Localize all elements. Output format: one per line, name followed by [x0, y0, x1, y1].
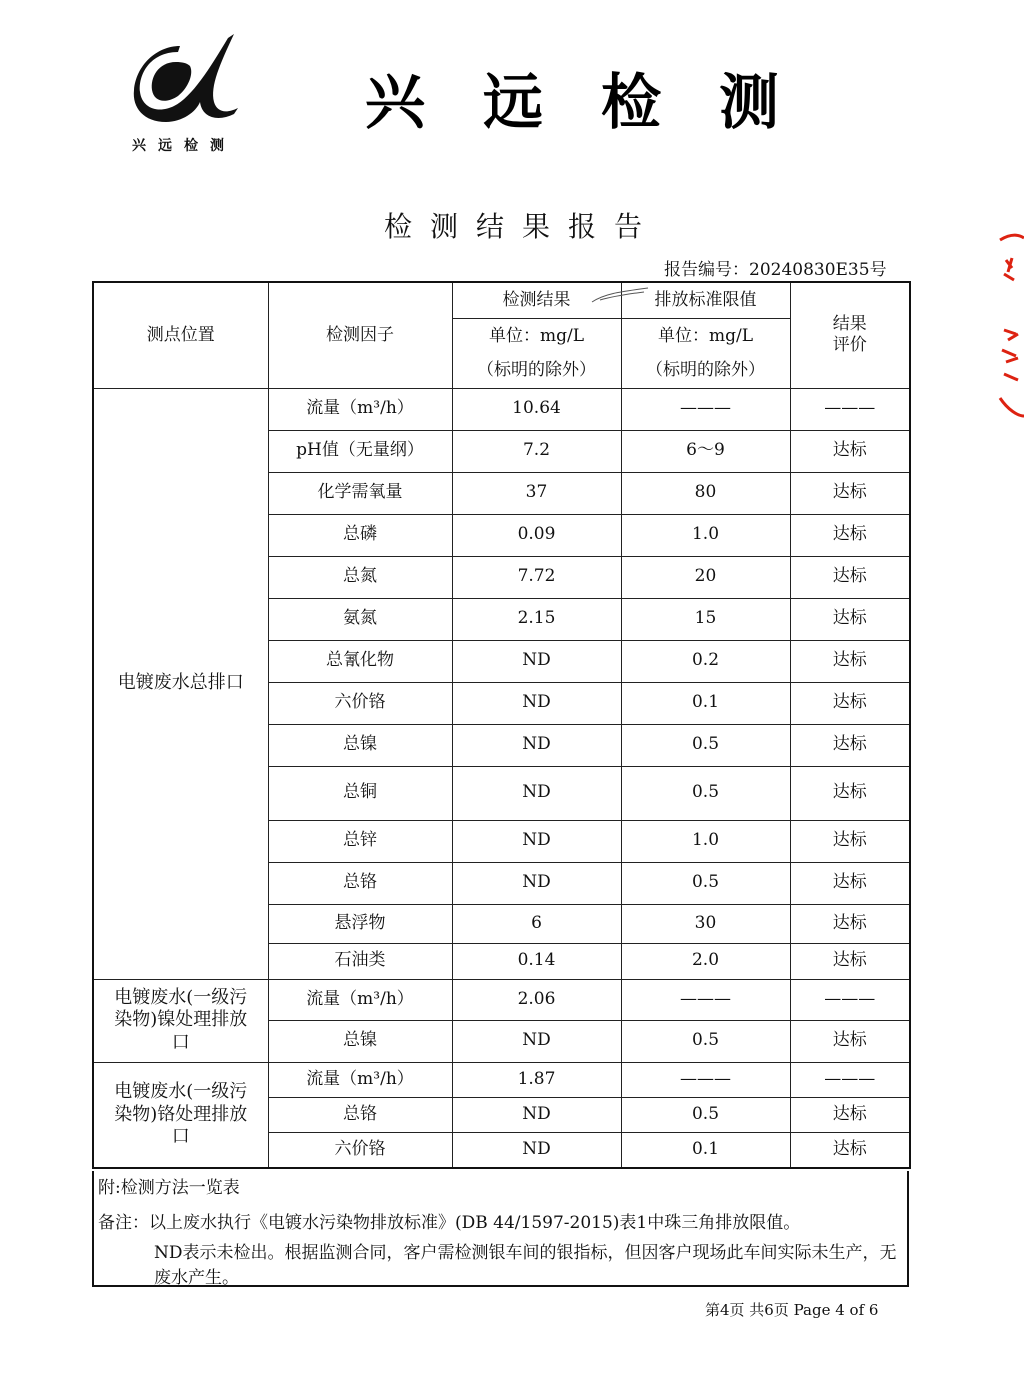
factor-cell: 总镍 — [268, 724, 452, 766]
result-cell: 1.87 — [452, 1062, 621, 1097]
result-unit-text: 单位：mg/L — [488, 326, 585, 346]
limit-cell: 0.1 — [621, 1132, 790, 1168]
evaluation-cell: 达标 — [790, 820, 910, 862]
evaluation-cell: 达标 — [790, 472, 910, 514]
header-result-title: 检测结果 — [452, 282, 621, 318]
evaluation-cell: 达标 — [790, 1020, 910, 1062]
location-cell: 电镀废水总排口 — [93, 388, 268, 979]
factor-cell: 总锌 — [268, 820, 452, 862]
limit-cell: 2.0 — [621, 943, 790, 979]
factor-cell: 流量（m³/h） — [268, 979, 452, 1020]
limit-cell: ——— — [621, 1062, 790, 1097]
limit-cell: 0.5 — [621, 724, 790, 766]
limit-cell: 0.1 — [621, 682, 790, 724]
limit-cell: 15 — [621, 598, 790, 640]
limit-cell: 0.5 — [621, 1097, 790, 1132]
remarks-line-2: ND表示未检出。根据监测合同，客户需检测银车间的银指标，但因客户现场此车间实际未生产，无废水产生。 — [154, 1243, 897, 1288]
limit-unit-note: （标明的除外） — [646, 360, 765, 380]
table-row — [93, 1062, 910, 1097]
logo-caption: 兴远检测 — [132, 138, 236, 154]
factor-cell: pH值（无量纲） — [268, 430, 452, 472]
document-title: 检测结果报告 — [384, 210, 661, 243]
evaluation-cell: 达标 — [790, 430, 910, 472]
header-limit-title: 排放标准限值 — [621, 282, 790, 318]
company-brand-name: 兴远检测 — [365, 68, 837, 138]
company-logo — [130, 30, 245, 160]
factor-cell: 总铜 — [268, 766, 452, 820]
factor-cell: 总铬 — [268, 862, 452, 904]
report-number: 报告编号：20240830E35号 — [664, 260, 887, 280]
result-cell: ND — [452, 1097, 621, 1132]
location-cell: 电镀废水(一级污 染物)镍处理排放 口 — [93, 979, 268, 1062]
result-cell: 0.09 — [452, 514, 621, 556]
evaluation-cell: 达标 — [790, 1132, 910, 1168]
result-cell: ND — [452, 682, 621, 724]
result-cell: 37 — [452, 472, 621, 514]
notes-section — [92, 1171, 909, 1287]
result-cell: 2.15 — [452, 598, 621, 640]
factor-cell: 六价铬 — [268, 682, 452, 724]
limit-unit-text: 单位：mg/L — [657, 326, 754, 346]
page-footer: 第4页 共6页 Page 4 of 6 — [705, 1301, 879, 1319]
limit-cell: 6～9 — [621, 430, 790, 472]
evaluation-cell: 达标 — [790, 943, 910, 979]
evaluation-cell: 达标 — [790, 862, 910, 904]
evaluation-cell: 达标 — [790, 598, 910, 640]
results-table — [92, 281, 911, 1169]
evaluation-cell: ——— — [790, 979, 910, 1020]
red-seal-stamp-edge — [996, 230, 1024, 420]
limit-cell: 0.5 — [621, 862, 790, 904]
result-cell: ND — [452, 1020, 621, 1062]
result-cell: 7.2 — [452, 430, 621, 472]
header-result-unit — [452, 318, 621, 388]
factor-cell: 悬浮物 — [268, 904, 452, 943]
result-cell: 6 — [452, 904, 621, 943]
factor-cell: 总氰化物 — [268, 640, 452, 682]
location-cell: 电镀废水(一级污 染物)铬处理排放 口 — [93, 1062, 268, 1168]
result-unit-note: （标明的除外） — [477, 360, 596, 380]
limit-cell: 0.2 — [621, 640, 790, 682]
limit-cell: 0.5 — [621, 766, 790, 820]
evaluation-cell: 达标 — [790, 904, 910, 943]
factor-cell: 流量（m³/h） — [268, 388, 452, 430]
limit-cell: 30 — [621, 904, 790, 943]
evaluation-cell: 达标 — [790, 640, 910, 682]
evaluation-cell: ——— — [790, 1062, 910, 1097]
result-cell: ND — [452, 766, 621, 820]
result-cell: ND — [452, 640, 621, 682]
limit-cell: 1.0 — [621, 514, 790, 556]
limit-cell: 80 — [621, 472, 790, 514]
result-cell: ND — [452, 820, 621, 862]
limit-cell: 1.0 — [621, 820, 790, 862]
table-row — [93, 979, 910, 1020]
evaluation-cell: 达标 — [790, 724, 910, 766]
evaluation-cell: 达标 — [790, 682, 910, 724]
appendix-note: 附:检测方法一览表 — [98, 1178, 240, 1198]
factor-cell: 六价铬 — [268, 1132, 452, 1168]
signature-scribble — [590, 286, 650, 306]
result-cell: 7.72 — [452, 556, 621, 598]
limit-cell: 0.5 — [621, 1020, 790, 1062]
factor-cell: 石油类 — [268, 943, 452, 979]
result-cell: ND — [452, 724, 621, 766]
factor-cell: 总镍 — [268, 1020, 452, 1062]
result-cell: ND — [452, 1132, 621, 1168]
evaluation-cell: 达标 — [790, 766, 910, 820]
header-limit-unit — [621, 318, 790, 388]
factor-cell: 总铬 — [268, 1097, 452, 1132]
limit-cell: ——— — [621, 979, 790, 1020]
remarks-line-1: 备注：以上废水执行《电镀水污染物排放标准》(DB 44/1597-2015)表1中珠三角排放限值。 — [98, 1213, 801, 1233]
factor-cell: 化学需氧量 — [268, 472, 452, 514]
factor-cell: 总氮 — [268, 556, 452, 598]
evaluation-cell: 达标 — [790, 514, 910, 556]
result-cell: 10.64 — [452, 388, 621, 430]
result-cell: 0.14 — [452, 943, 621, 979]
evaluation-cell: 达标 — [790, 556, 910, 598]
factor-cell: 氨氮 — [268, 598, 452, 640]
factor-cell: 总磷 — [268, 514, 452, 556]
header-evaluation: 结果 评价 — [790, 282, 910, 388]
logo-mark — [130, 30, 245, 135]
result-cell: 2.06 — [452, 979, 621, 1020]
result-cell: ND — [452, 862, 621, 904]
evaluation-cell: ——— — [790, 388, 910, 430]
header-location: 测点位置 — [93, 282, 268, 388]
factor-cell: 流量（m³/h） — [268, 1062, 452, 1097]
table-row — [93, 388, 910, 430]
evaluation-cell: 达标 — [790, 1097, 910, 1132]
limit-cell: 20 — [621, 556, 790, 598]
limit-cell: ——— — [621, 388, 790, 430]
header-factor: 检测因子 — [268, 282, 452, 388]
